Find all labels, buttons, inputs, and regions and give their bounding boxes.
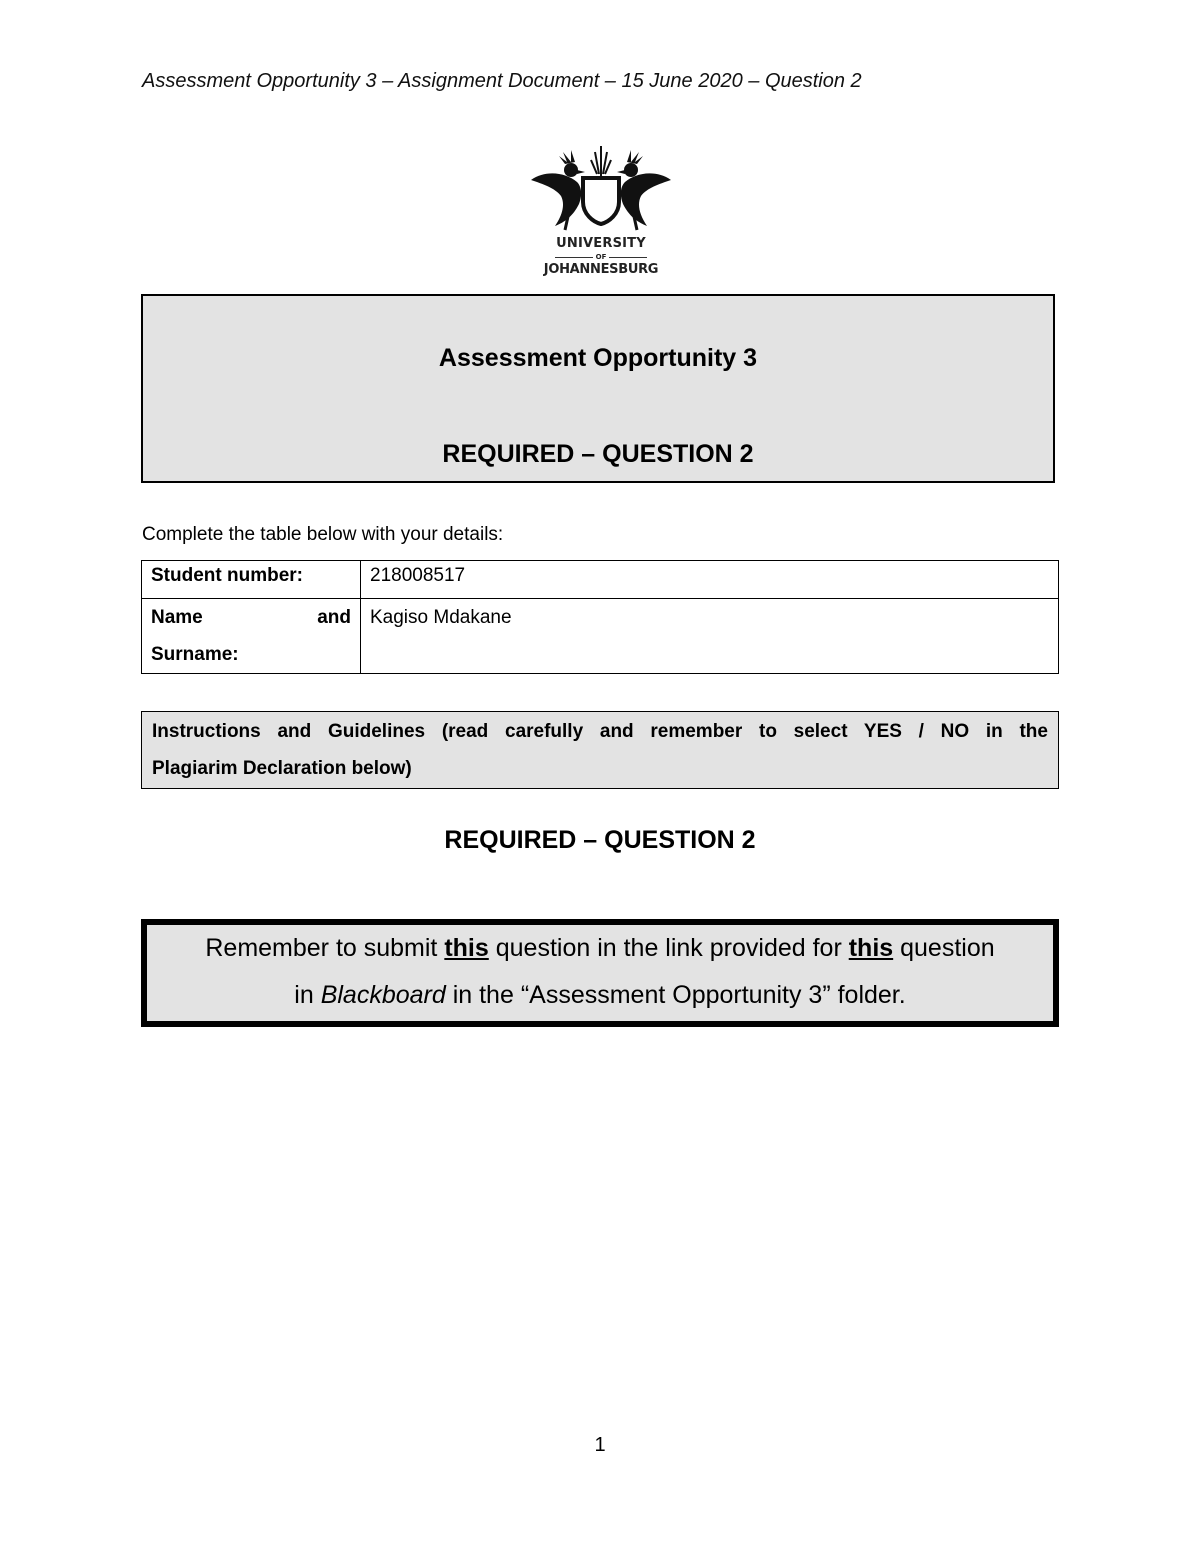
page-number: 1 (594, 1434, 606, 1456)
logo-text-johannesburg: JOHANNESBURG (543, 262, 659, 277)
name-label-word: Name (151, 607, 203, 628)
document-subtitle: REQUIRED – QUESTION 2 (442, 440, 754, 468)
university-logo (525, 142, 677, 282)
running-header: Assessment Opportunity 3 – Assignment Document – 15 June 2020 – Question 2 (142, 70, 862, 92)
section-heading: REQUIRED – QUESTION 2 (444, 826, 756, 854)
details-intro: Complete the table below with your details: (142, 524, 504, 545)
reminder-text: question in the link provided for (488, 934, 849, 962)
reminder-text: in the “Assessment Opportunity 3” folder. (445, 981, 906, 1009)
table-row (142, 561, 1059, 599)
name-surname-value[interactable]: Kagiso Mdakane (361, 599, 1059, 674)
reminder-text: in (294, 981, 321, 1009)
instructions-line-1: Instructions and Guidelines (read carefully and remember to select YES / NO in the (152, 721, 1048, 742)
title-box (141, 294, 1055, 483)
student-details-table (141, 560, 1059, 674)
reminder-emphasis: this (444, 934, 489, 962)
table-row (142, 599, 1059, 674)
reminder-emphasis: this (848, 934, 894, 962)
document-title: Assessment Opportunity 3 (438, 344, 758, 372)
reminder-line-2 (147, 972, 1053, 1019)
reminder-blackboard: Blackboard (320, 981, 446, 1009)
reminder-text: Remember to submit (205, 934, 445, 962)
instructions-line-2: Plagiarim Declaration below) (152, 758, 412, 779)
student-number-value[interactable]: 218008517 (361, 561, 1059, 599)
logo-text-university: UNIVERSITY (556, 236, 646, 251)
logo-text-of-inner: OF (593, 253, 610, 261)
reminder-text: question (893, 934, 995, 962)
reminder-box (141, 919, 1059, 1027)
instructions-box (141, 711, 1059, 789)
student-number-label: Student number: (142, 561, 361, 599)
name-label-row (151, 599, 351, 636)
university-crest-icon (525, 142, 677, 234)
reminder-line-1 (147, 925, 1053, 972)
logo-text-of (525, 253, 677, 261)
surname-label-word: Surname: (151, 644, 239, 665)
and-label-word: and (317, 607, 351, 628)
name-surname-label (142, 599, 361, 674)
